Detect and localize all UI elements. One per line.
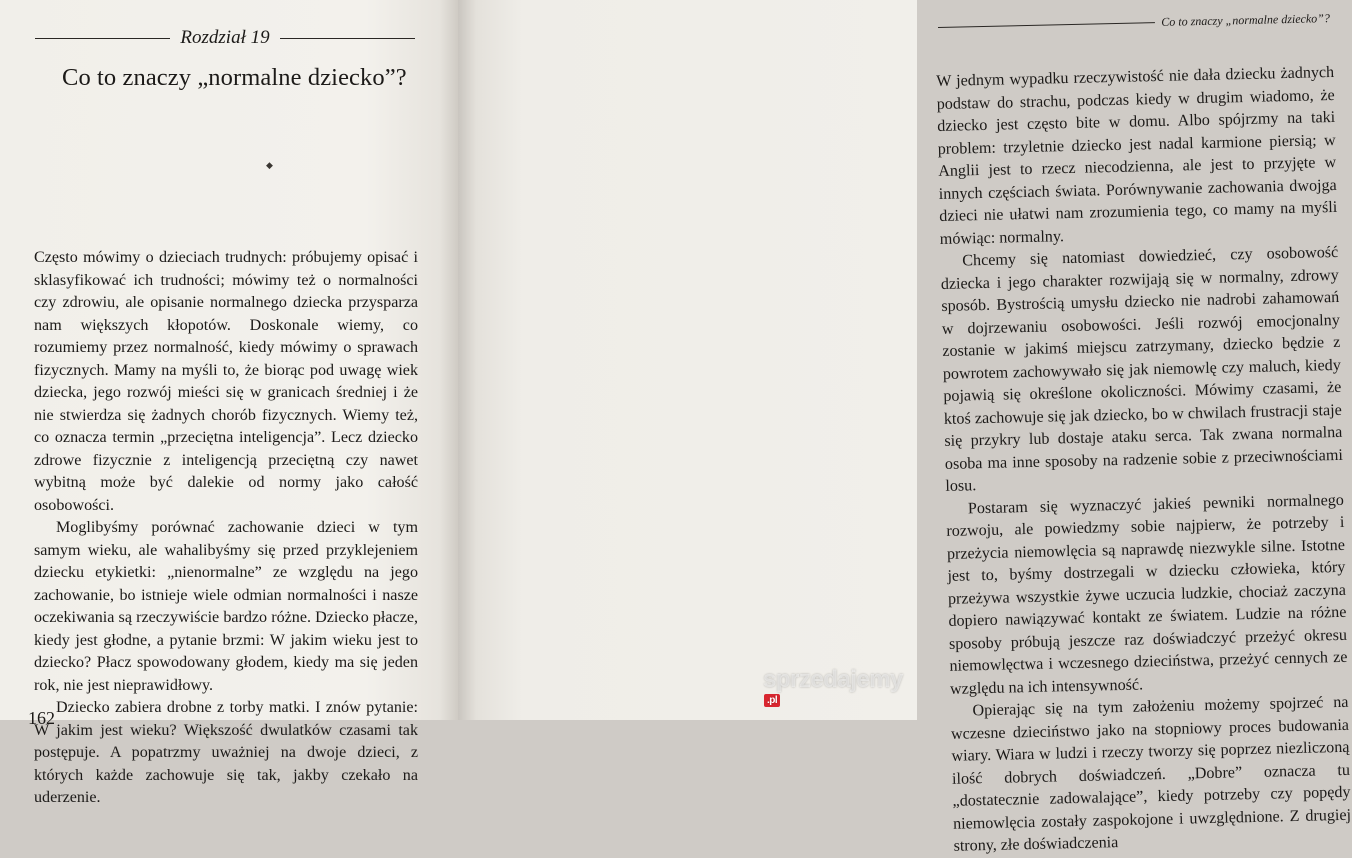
paragraph: Postaram się wyznaczyć jakieś pewniki normalnego rozwoju, ale powiedzmy sobie najpierw, że potrzeby i przeżycia niemowlęcia są naprawdę niezwykle silne. Istotne jest to, byśmy dostrzegali w dziecku człowieka, który przeżywa wszystkie żywe uczucia ludzkie, chociaż zaczyna dopiero nawiązywać kontakt ze światem. Ludzie na różne sposoby próbują jeszcze raz doświadczyć przeżyć okresu niemowlęctwa i wczesnego dzieciństwa, przeżyć cennych ze względu na ich intensywność. [946, 491, 1348, 698]
paragraph: W jednym wypadku rzeczywistość nie dała dziecku żadnych podstaw do strachu, podczas kiedy w drugim wiadomo, że dziecko jest często bite w domu. Albo spójrzmy na taki problem: trzyletnie dziecko jest nadal karmione piersią; w Anglii jest to rzecz niecodzienna, ale jest to przyjęte w innych częściach świata. Porównywanie zachowania dwojga dzieci nie ułatwi nam zrozumienia tego, co mamy na myśli mówiąc: normalny. [936, 63, 1338, 248]
watermark-text: sprzedajemy [763, 666, 903, 693]
right-page [458, 0, 1352, 855]
left-page [0, 0, 458, 806]
paragraph: Dziecko zabiera drobne z torby matki. I znów pytanie: W jakim jest wieku? Większość dwulatków czasami tak postępuje. A popatrzmy uważniej na dwoje dzieci, z których każde zachowuje się tak, jakby czekało na uderzenie. [34, 699, 418, 806]
running-head-rule [938, 22, 1155, 28]
running-head-rule [280, 38, 415, 39]
chapter-title: Co to znaczy „normalne dziecko”? [62, 64, 407, 91]
ornament-icon: ◆ [266, 160, 273, 170]
running-head-title: Co to znaczy „normalne dziecko”? [1161, 11, 1331, 29]
watermark-logo [763, 666, 917, 722]
right-running-head [938, 11, 1336, 35]
left-running-head [35, 27, 415, 49]
paragraph: Często mówimy o dzieciach trudnych: próbujemy opisać i sklasyfikować ich trudności; mówimy też o normalności czy zdrowiu, ale opisanie normalnego dziecka przysparza nam większych kłopotów. Doskonale wiemy, co rozumiemy przez normalność, kiedy mówimy o sprawach fizycznych. Mamy na myśli to, że biorąc pod uwagę wiek dziecka, jego rozwój mieści się w granicach średniej i że nie stwierdza się żadnych chorób fizycznych. Wiemy też, co oznacza termin „przeciętna inteligencja”. Lecz dziecko zdrowe fizycznie z inteligencją przeciętną czy nawet wybitną może być dalekie od normy jako całość osobowości. [34, 249, 418, 514]
paragraph: Moglibyśmy porównać zachowanie dzieci w tym samym wieku, ale wahalibyśmy się przed przyklejeniem dziecku etykietki: „nienormalne” ze względu na jego zachowanie, bo istnieje wiele odmian normalności i nasze oczekiwania są rzeczywiście bardzo różne. Dziecko płacze, kiedy jest głodne, a pytanie brzmi: W jakim wieku jest to dziecko? Płacz spowodowany głodem, kiedy ma się jeden rok, nie jest nieprawidłowy. [34, 519, 418, 694]
left-body-text [34, 247, 418, 810]
watermark-badge: .pl [764, 694, 780, 707]
running-head-chapter: Rozdział 19 [180, 27, 270, 48]
paragraph: Opierając się na tym założeniu możemy spojrzeć na wczesne dzieciństwo jako na stopniowy proces budowania wiary. Wiara w ludzi i rzeczy tworzy się poprzez niezliczoną ilość dobrych doświadczeń. „Dobre” oznacza tu „dostatecznie zadowalające”, kiedy potrzeby czy popędy niemowlęcia zostały zaspokojone i uwzględnione. Z drugiej strony, złe doświadczenia [950, 693, 1352, 855]
running-head-rule [35, 38, 170, 39]
page-number: 162 [28, 708, 55, 728]
paragraph: Chcemy się natomiast dowiedzieć, czy osobowość dziecka i jego charakter rozwijają się w normalny, zdrowy sposób. Bystrością umysłu dziecko nie nadrobi zahamowań w dojrzewaniu osobowości. Jeśli rozwój emocjonalny zostanie w jakimś miejscu zatrzymany, dziecko będzie z powrotem zachowywało się jak niemowlę czy maluch, kiedy pojawią się określone okoliczności. Mówimy czasami, że ktoś zachowuje się jak dziecko, bo w chwilach frustracji staje się przykry lub dostaje ataku serca. Tak zwana normalna osoba ma inne sposoby na radzenie sobie z przeciwnościami losu. [940, 243, 1344, 495]
right-body-text [936, 62, 1352, 858]
